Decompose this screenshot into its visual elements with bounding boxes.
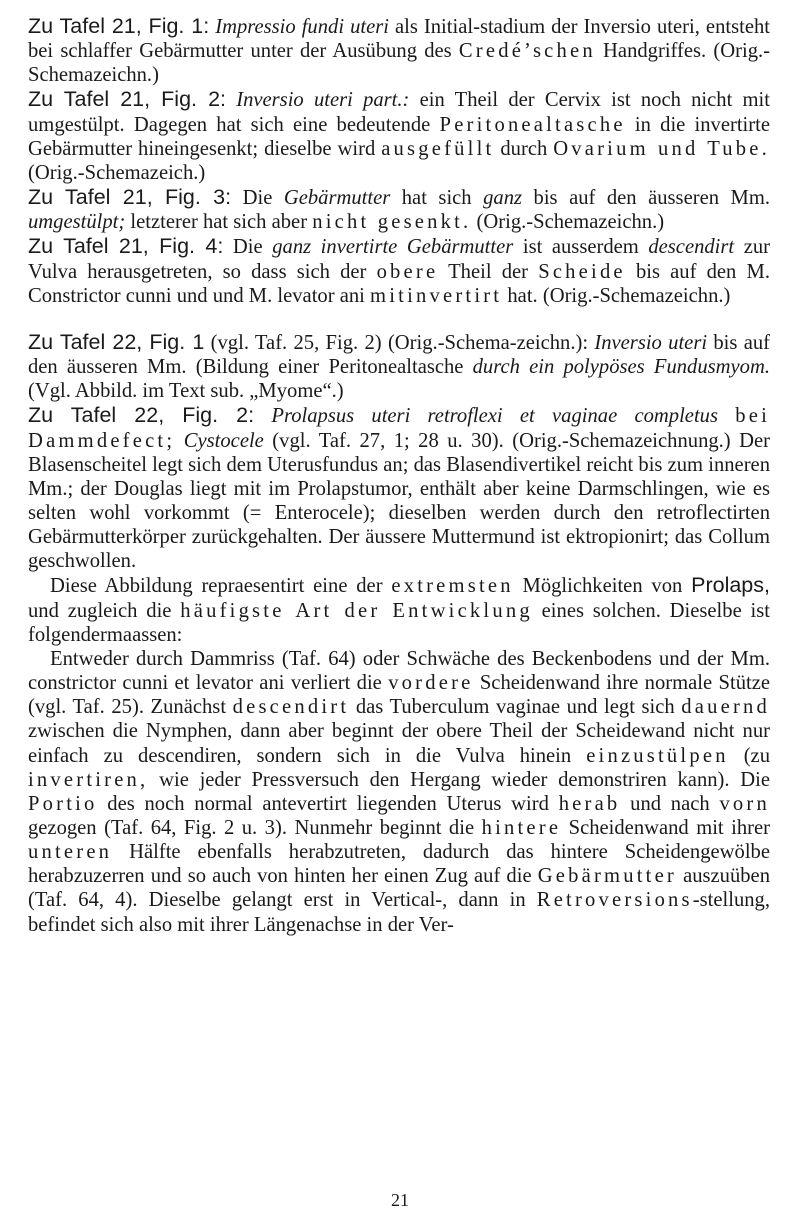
text-run: zwischen die Nymphen, dann aber beginnt der obere Theil der Scheidewand nicht nur einfach zu descendiren, sondern sich in die Vulva hinein — [28, 720, 770, 767]
spaced-emphasis: dauernd — [681, 696, 770, 719]
text-run: (vgl. Taf. 27, 1; 28 u. 30). (Orig.-Schemazeichnung.) Der Blasenscheitel legt sich dem Uterusfundus an; das Blasendivertikel reicht bis zum inneren Mm.; der Douglas liegt mit im Prolapstumor, enthält aber keine Darmschlingen, wie es selten wohl vorkommt (= Enterocele); dieselben werden durch den retroflectirten Gebärmutterkörper zurückgehalten. Der äussere Muttermund ist ektropionirt; das Collum geschwollen. — [28, 429, 771, 573]
text-run — [254, 405, 271, 427]
figure-heading: Zu Tafel 21, Fig. 3: — [28, 185, 232, 210]
body-text — [28, 14, 770, 937]
text-run: eines solchen. Dieselbe ist folgendermaassen: — [28, 599, 770, 646]
italic-term: Gebärmutter — [283, 187, 391, 210]
spaced-emphasis: bei Dammdefect; — [28, 405, 771, 452]
text-run: bis auf den äusseren Mm. — [522, 187, 770, 210]
text-run — [718, 405, 735, 427]
text-run: als Initial-stadium der Inversio uteri, entsteht bei schlaffer Gebärmutter unter der Ausübung des — [28, 16, 770, 63]
text-run: bis auf den äusseren Mm. (Bildung einer Peritonealtasche — [28, 331, 771, 379]
text-run: gezogen (Taf. 64, Fig. 2 u. 3). Nunmehr beginnt die — [28, 817, 482, 839]
spaced-emphasis: Retroversions — [536, 889, 693, 912]
text-run: in die invertirte Gebärmutter hineingesenkt; dieselbe wird — [28, 113, 770, 160]
spaced-emphasis: hintere — [481, 817, 562, 839]
spaced-emphasis: vorn — [719, 792, 770, 815]
text-run: des noch normal antevertirt liegenden Uterus wird — [97, 792, 559, 815]
spaced-emphasis: extremsten — [391, 575, 514, 598]
italic-term: umgestülpt; — [28, 211, 126, 234]
text-run: und nach — [620, 792, 720, 815]
figure-heading: Zu Tafel 22, Fig. 2: — [28, 403, 255, 428]
italic-term: Inversio uteri — [594, 331, 708, 354]
italic-term: durch ein polypöses Fundusmyom. — [472, 356, 770, 379]
figure-heading: Zu Tafel 21, Fig. 1: — [28, 14, 210, 38]
spaced-emphasis: obere — [376, 260, 439, 283]
paragraph — [28, 330, 770, 403]
spaced-emphasis: mitinvertirt — [370, 284, 503, 307]
italic-term: Inversio uteri part.: — [236, 89, 410, 112]
paragraph — [28, 573, 770, 646]
text-run: das Tuberculum vaginae und legt sich — [349, 696, 682, 719]
spaced-emphasis: Gebärmutter — [537, 865, 677, 888]
spaced-emphasis: Credé’schen — [458, 40, 596, 63]
paragraph — [28, 403, 770, 573]
text-run: und zugleich die — [28, 599, 181, 622]
text-run: bis auf den M. Constrictor cunni und und M. levator ani — [28, 260, 770, 307]
italic-term: Cystocele — [183, 429, 264, 452]
text-run: Möglichkeiten von — [513, 575, 692, 598]
text-run: durch — [494, 137, 554, 160]
text-run: Die — [223, 236, 273, 259]
text-run: Handgriffes. (Orig.-Schemazeichn.) — [28, 40, 770, 87]
text-run: wie jeder Pressversuch den Hergang wieder demonstriren kann). Die — [148, 768, 770, 791]
spaced-emphasis: Ovarium und Tube. — [553, 137, 770, 160]
text-run: letzterer hat sich aber — [125, 211, 313, 234]
text-run: zur Vulva herausgetreten, so dass sich der — [28, 236, 771, 283]
spaced-emphasis: häufigste Art der Entwicklung — [180, 599, 533, 622]
spaced-emphasis: Peritonealtasche — [439, 113, 626, 136]
spaced-emphasis: herab — [558, 792, 621, 815]
spaced-emphasis: nicht gesenkt. — [312, 211, 472, 234]
text-run: hat sich — [390, 187, 484, 210]
spaced-emphasis: vordere — [388, 672, 474, 695]
spaced-emphasis: invertiren, — [28, 768, 149, 791]
text-run: auszuüben (Taf. 64, 4). Dieselbe gelangt erst in Vertical-, dann in — [28, 865, 770, 912]
paragraph — [28, 185, 770, 234]
text-run: Diese Abbildung repraesentirt eine der — [50, 575, 392, 598]
paragraph — [28, 647, 770, 937]
italic-term: Impressio fundi uteri — [215, 16, 389, 38]
figure-heading: Zu Tafel 21, Fig. 4: — [28, 234, 224, 259]
figure-heading: Zu Tafel 21, Fig. 2: — [28, 87, 226, 112]
italic-term: ganz — [483, 187, 523, 210]
page-number: 21 — [391, 1190, 409, 1210]
spaced-emphasis: Scheide — [538, 260, 626, 283]
text-run: (Orig.-Schemazeichn.) — [471, 211, 665, 234]
figure-heading: Prolaps, — [691, 573, 770, 598]
text-run: (zu — [728, 744, 770, 767]
text-run: hat. (Orig.-Schemazeichn.) — [502, 284, 731, 307]
text-run: Die — [231, 187, 284, 210]
text-run: Entweder durch Dammriss (Taf. 64) oder Schwäche des Beckenbodens und der Mm. constrictor cunni et levator ani verliert die — [28, 647, 770, 695]
text-run: Scheidenwand mit ihrer — [561, 817, 770, 839]
text-run: ein Theil der Cervix ist noch nicht mit umgestülpt. Dagegen hat sich eine bedeutende — [28, 89, 770, 136]
paragraph — [28, 14, 770, 87]
text-run: (vgl. Taf. 25, Fig. 2) (Orig.-Schema-zeichn.): — [204, 331, 595, 354]
spaced-emphasis: descendirt — [232, 696, 350, 719]
text-run: Scheidenwand ihre normale Stütze (vgl. Taf. 25). Zunächst — [28, 672, 770, 719]
paragraph — [28, 234, 770, 307]
text-run: Theil der — [438, 260, 539, 283]
spaced-emphasis: einzustülpen — [586, 744, 729, 767]
figure-heading: Zu Tafel 22, Fig. 1 — [28, 329, 205, 354]
text-run: -stellung, befindet sich also mit ihrer Längenachse in der Ver- — [28, 889, 770, 936]
italic-term: ganz invertirte Gebärmutter — [272, 236, 514, 259]
italic-term: Prolapsus uteri retroflexi et vaginae completus — [271, 405, 718, 428]
paragraph — [28, 87, 770, 185]
spaced-emphasis: Portio — [28, 792, 98, 815]
text-run: (Vgl. Abbild. im Text sub. „Myome“.) — [28, 380, 344, 403]
text-run — [226, 89, 236, 111]
spaced-emphasis: ausgefüllt — [381, 137, 495, 160]
text-run: Hälfte ebenfalls herabzutreten, dadurch das hintere Scheidengewölbe herabzuzerren und so auch von hinten her einen Zug auf die — [28, 841, 770, 888]
text-run: (Orig.-Schemazeich.) — [28, 161, 206, 184]
text-run — [175, 430, 183, 452]
text-run: ist ausserdem — [513, 236, 649, 259]
italic-term: descendirt — [648, 236, 735, 259]
spaced-emphasis: unteren — [28, 841, 113, 864]
